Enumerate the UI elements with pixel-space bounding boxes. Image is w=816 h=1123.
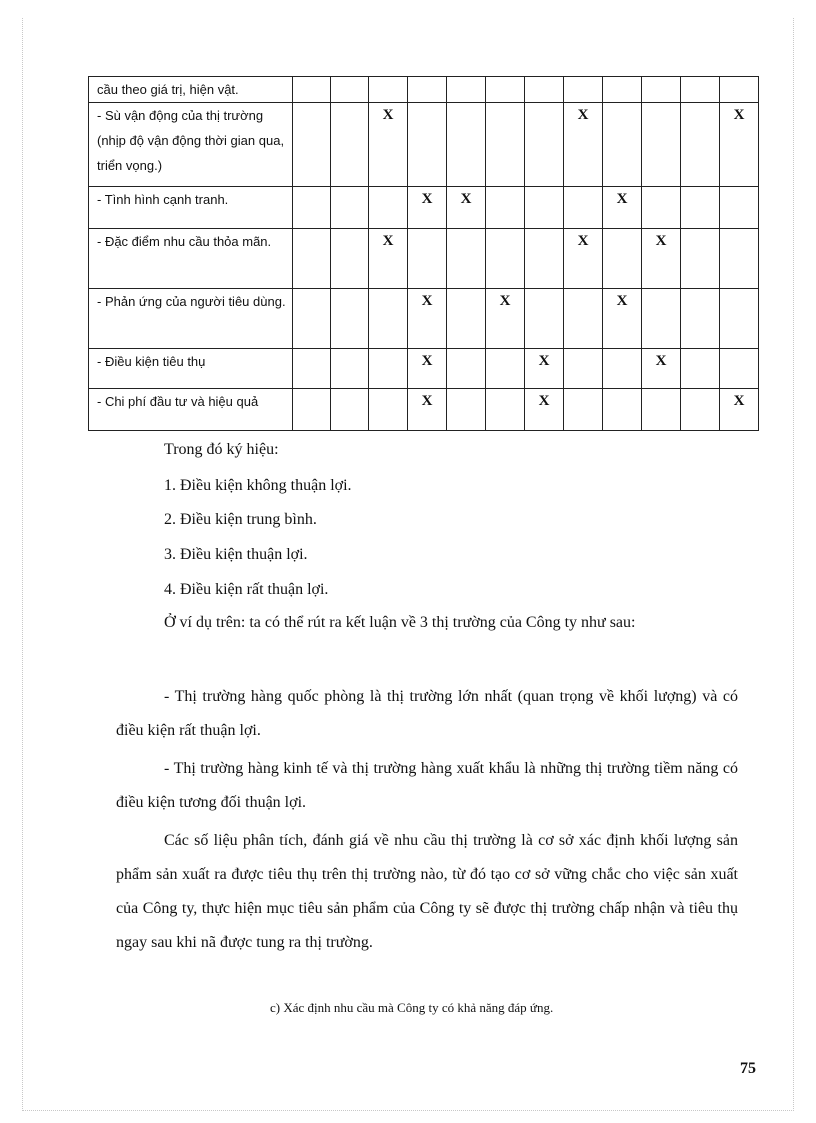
table-row (89, 77, 759, 103)
rating-cell: X (408, 289, 447, 349)
rating-cell (642, 289, 681, 349)
page-number: 75 (740, 1060, 756, 1077)
rating-cell: X (525, 389, 564, 431)
rating-cell: X (603, 187, 642, 229)
rating-cell (486, 103, 525, 187)
rating-cell (331, 289, 369, 349)
rating-cell (525, 289, 564, 349)
rating-cell (603, 103, 642, 187)
rating-cell (331, 389, 369, 431)
rating-cell: X (369, 229, 408, 289)
rating-cell (681, 103, 720, 187)
rating-cell: X (408, 187, 447, 229)
rating-cell (331, 187, 369, 229)
rating-cell (331, 103, 369, 187)
rating-cell (369, 187, 408, 229)
rating-cell (447, 349, 486, 389)
rating-cell (681, 229, 720, 289)
rating-cell (331, 349, 369, 389)
economic-export-paragraph: - Thị trường hàng kinh tế và thị trường hàng xuất khẩu là những thị trường tiềm năng có điều kiện tương đối thuận lợi. (116, 760, 738, 811)
rating-cell: X (564, 229, 603, 289)
criterion-label: cầu theo giá trị, hiện vật. (89, 77, 293, 103)
legend-item-2: 2. Điều kiện trung bình. (164, 511, 317, 528)
section-caption: c) Xác định nhu cầu mà Công ty có khả năng đáp ứng. (270, 1000, 554, 1015)
rating-cell (681, 289, 720, 349)
rating-cell (525, 103, 564, 187)
rating-cell: X (564, 103, 603, 187)
rating-cell (369, 349, 408, 389)
table-row (89, 349, 759, 389)
analysis-paragraph: Các số liệu phân tích, đánh giá về nhu cầu thị trường là cơ sở xác định khối lượng sản phẩm sản xuất ra được tiêu thụ trên thị trường nào, từ đó tạo cơ sở vững chắc cho việc sản xuất của Công ty, thực hiện mục tiêu sản phẩm của Công ty sẽ được thị trường chấp nhận và tiêu thụ ngay sau khi nã được tung ra thị trường. (116, 832, 738, 951)
rating-cell (293, 187, 331, 229)
rating-cell: X (408, 349, 447, 389)
defense-market-paragraph: - Thị trường hàng quốc phòng là thị trường lớn nhất (quan trọng về khối lượng) và có điều kiện rất thuận lợi. (116, 688, 738, 739)
rating-cell: X (720, 389, 759, 431)
table-row (89, 289, 759, 349)
table-row (89, 103, 759, 187)
rating-cell (720, 289, 759, 349)
rating-cell: X (447, 187, 486, 229)
rating-cell (293, 349, 331, 389)
rating-cell (603, 389, 642, 431)
rating-cell (603, 77, 642, 103)
rating-cell: X (642, 229, 681, 289)
rating-cell (331, 229, 369, 289)
rating-cell: X (603, 289, 642, 349)
rating-cell (369, 289, 408, 349)
rating-cell (681, 77, 720, 103)
criterion-label: - Chi phí đầu tư và hiệu quả (89, 389, 293, 431)
legend-item-3: 3. Điều kiện thuận lợi. (164, 546, 308, 563)
rating-cell (720, 349, 759, 389)
rating-cell (408, 77, 447, 103)
rating-cell: X (720, 103, 759, 187)
rating-cell (369, 77, 408, 103)
rating-cell (293, 103, 331, 187)
rating-cell (293, 389, 331, 431)
rating-cell (486, 349, 525, 389)
rating-cell: X (408, 389, 447, 431)
rating-cell (564, 77, 603, 103)
conclusion-paragraph: Ở ví dụ trên: ta có thể rút ra kết luận về 3 thị trường của Công ty như sau: (164, 614, 636, 631)
rating-cell (642, 77, 681, 103)
rating-cell (525, 77, 564, 103)
rating-cell (642, 103, 681, 187)
rating-cell (564, 389, 603, 431)
rating-cell (720, 229, 759, 289)
rating-cell: X (486, 289, 525, 349)
rating-cell (447, 103, 486, 187)
rating-cell (486, 187, 525, 229)
table-row (89, 187, 759, 229)
rating-cell: X (642, 349, 681, 389)
rating-cell (408, 103, 447, 187)
rating-cell (525, 229, 564, 289)
rating-cell (447, 389, 486, 431)
rating-cell (603, 349, 642, 389)
legend-item-4: 4. Điều kiện rất thuận lợi. (164, 581, 329, 598)
rating-cell (603, 229, 642, 289)
rating-cell (293, 77, 331, 103)
legend-title: Trong đó ký hiệu: (164, 441, 279, 458)
rating-cell (331, 77, 369, 103)
rating-cell (525, 187, 564, 229)
table-row (89, 229, 759, 289)
rating-cell (681, 389, 720, 431)
rating-cell (408, 229, 447, 289)
table-row (89, 389, 759, 431)
rating-cell (720, 187, 759, 229)
market-criteria-table (88, 76, 759, 431)
rating-cell (486, 389, 525, 431)
rating-cell (293, 289, 331, 349)
criterion-label: - Sù vận động của thị trường (nhịp độ vận động thời gian qua, triển vọng.) (89, 103, 293, 187)
rating-cell (642, 389, 681, 431)
rating-cell (681, 187, 720, 229)
rating-cell (486, 77, 525, 103)
rating-cell (293, 229, 331, 289)
rating-cell (564, 349, 603, 389)
rating-cell (447, 289, 486, 349)
rating-cell (369, 389, 408, 431)
rating-cell (564, 289, 603, 349)
rating-cell: X (525, 349, 564, 389)
rating-cell (486, 229, 525, 289)
criterion-label: - Điều kiện tiêu thụ (89, 349, 293, 389)
rating-cell (720, 77, 759, 103)
criterion-label: - Phản ứng của người tiêu dùng. (89, 289, 293, 349)
rating-cell (642, 187, 681, 229)
rating-cell (564, 187, 603, 229)
rating-cell (681, 349, 720, 389)
criterion-label: - Tình hình cạnh tranh. (89, 187, 293, 229)
legend-item-1: 1. Điều kiện không thuận lợi. (164, 477, 352, 494)
criterion-label: - Đặc điểm nhu cầu thỏa mãn. (89, 229, 293, 289)
rating-cell (447, 229, 486, 289)
page-border-bottom (22, 1110, 794, 1111)
rating-cell: X (369, 103, 408, 187)
rating-cell (447, 77, 486, 103)
